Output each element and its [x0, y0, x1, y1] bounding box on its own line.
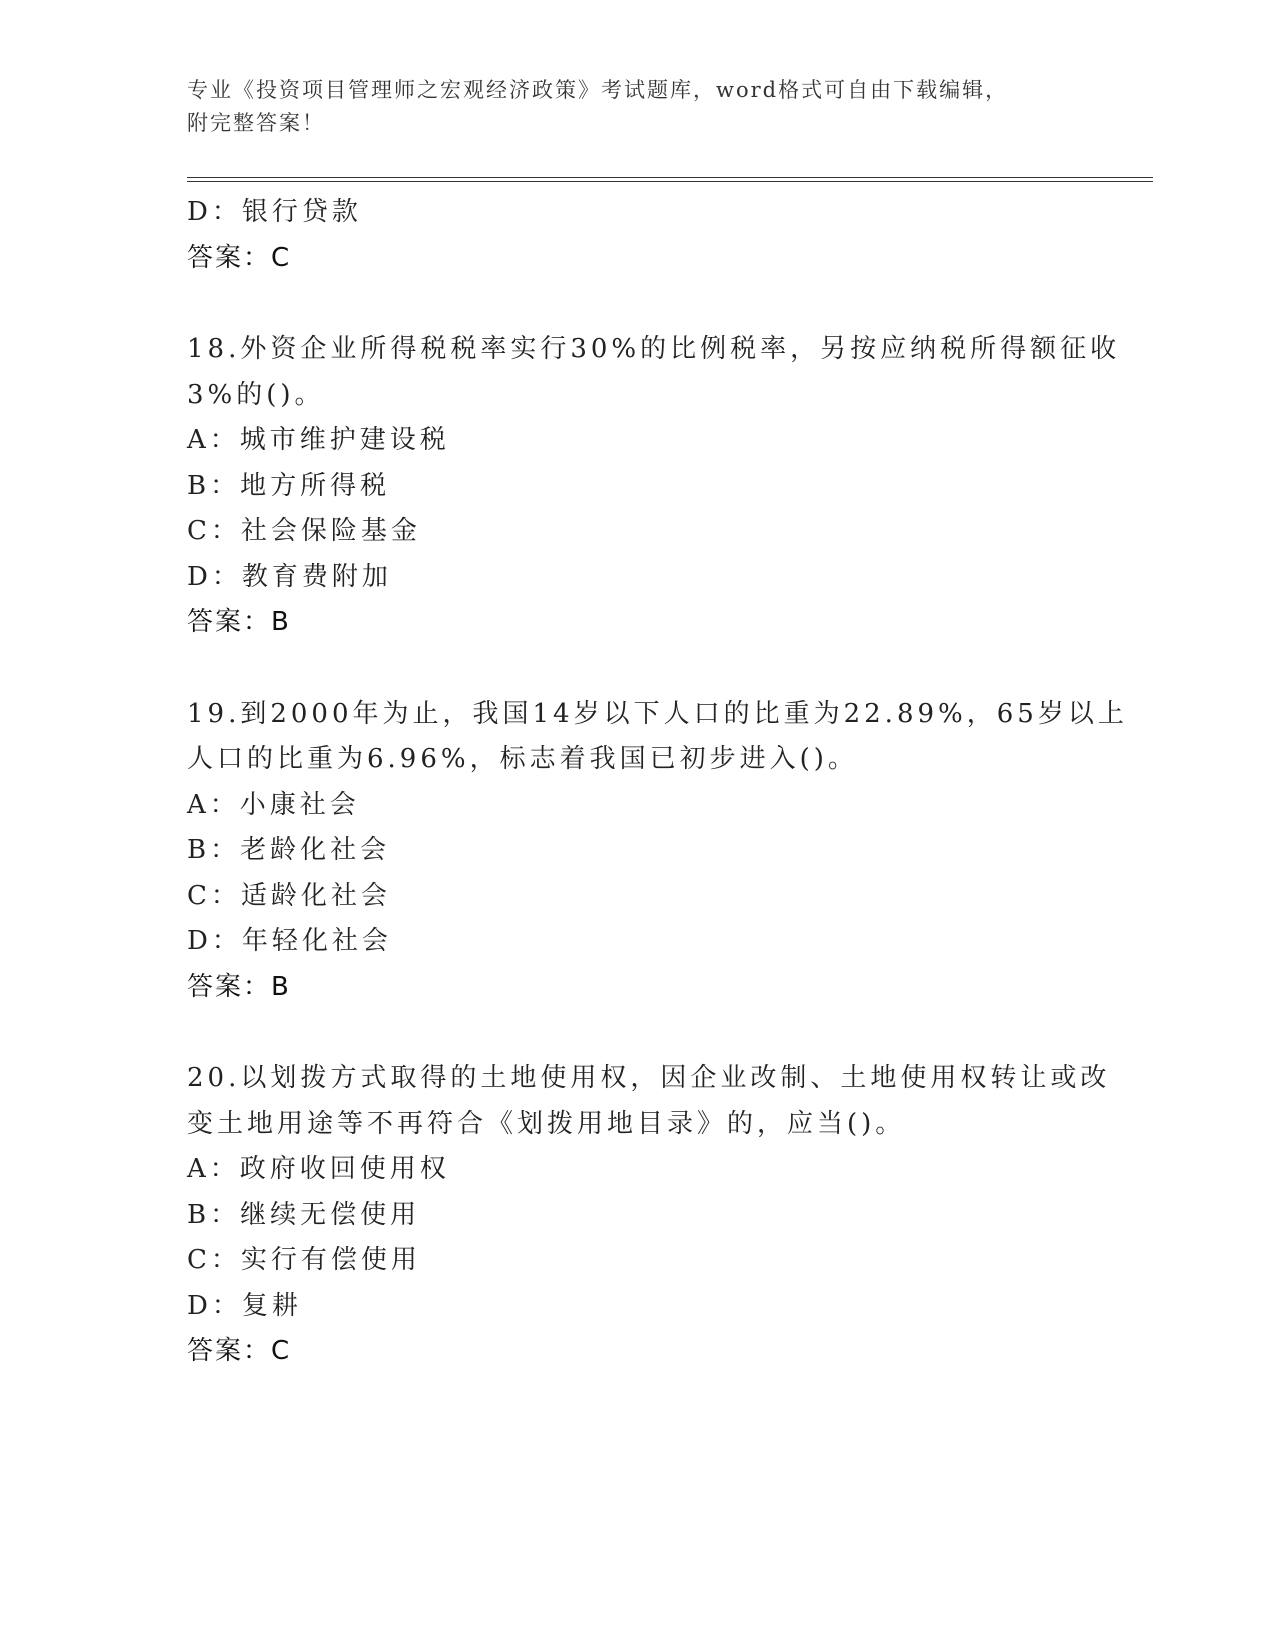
option-b: B：老龄化社会 [187, 835, 391, 865]
option-d: D：年轻化社会 [187, 926, 392, 956]
question-stem-line-1: 18.外资企业所得税税率实行30%的比例税率，另按应纳税所得额征收 [187, 334, 1121, 364]
question-17-tail [187, 190, 1087, 281]
option-c: C：社会保险基金 [187, 516, 421, 546]
answer-line: 答案：B [187, 971, 291, 1002]
option-b: B：地方所得税 [187, 470, 391, 501]
question-stem-line-2: 变土地用途等不再符合《划拨用地目录》的，应当()。 [187, 1108, 906, 1139]
question-list [187, 190, 1128, 1375]
option-c: C：适龄化社会 [187, 880, 391, 911]
document-header [187, 74, 1087, 140]
option-a: A：政府收回使用权 [187, 1154, 450, 1184]
answer-line: 答案：C [187, 1336, 292, 1366]
question-19 [187, 692, 1128, 1011]
question-stem-line-2: 3%的()。 [187, 379, 325, 410]
question-stem-line-1: 19.到2000年为止，我国14岁以下人口的比重为22.89%，65岁以上 [187, 698, 1128, 729]
option-d: D：教育费附加 [187, 561, 392, 592]
header-divider-thick [187, 181, 1153, 182]
option-d: D：复耕 [187, 1290, 302, 1321]
header-line-1: 专业《投资项目管理师之宏观经济政策》考试题库，word格式可自由下载编辑， [187, 78, 1009, 102]
question-stem-line-1: 20.以划拨方式取得的土地使用权，因企业改制、土地使用权转让或改 [187, 1063, 1111, 1093]
question-18 [187, 327, 1121, 646]
question-20 [187, 1056, 1111, 1375]
option-a: A：城市维护建设税 [187, 425, 450, 455]
question-stem-line-2: 人口的比重为6.96%，标志着我国已初步进入()。 [187, 744, 858, 774]
option-d: D：银行贷款 [187, 197, 362, 227]
option-a: A：小康社会 [187, 789, 360, 820]
answer-line: 答案：C [187, 242, 292, 273]
option-c: C：实行有偿使用 [187, 1245, 421, 1275]
answer-line: 答案：B [187, 607, 291, 637]
header-divider-thin [187, 177, 1153, 178]
option-b: B：继续无偿使用 [187, 1199, 421, 1230]
header-line-2: 附完整答案！ [187, 111, 325, 135]
